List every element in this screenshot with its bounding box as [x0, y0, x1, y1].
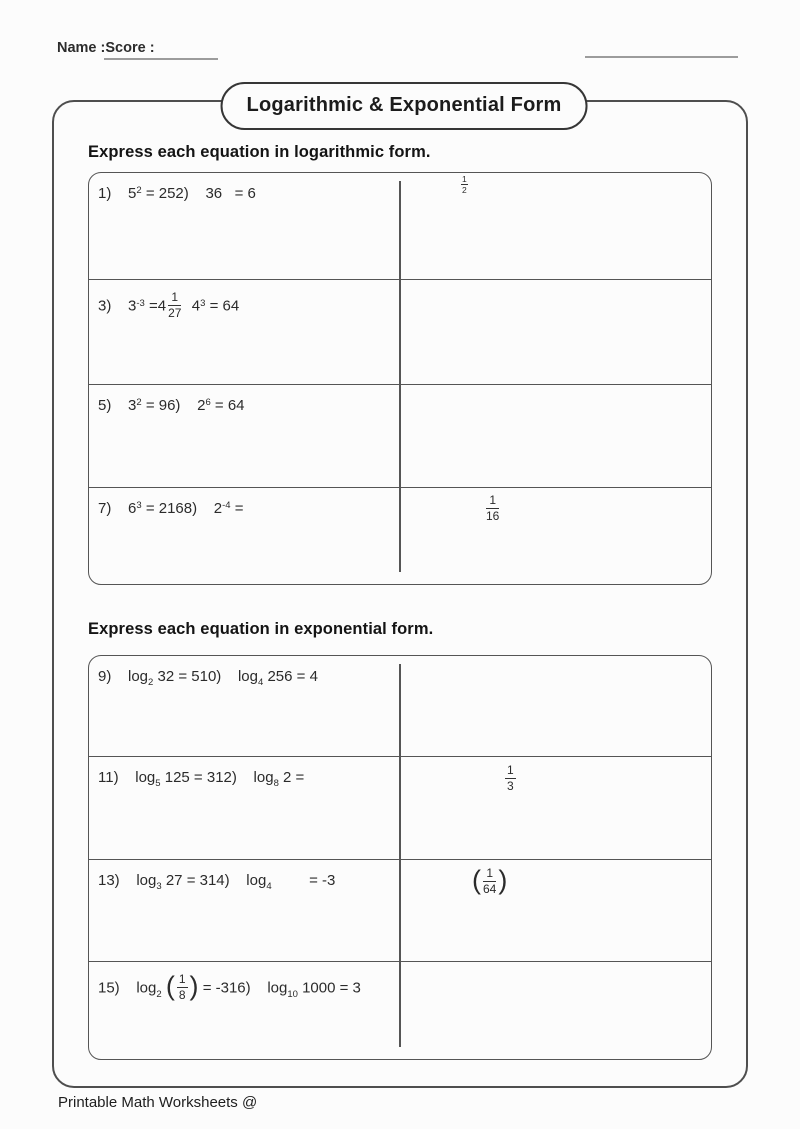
equation-text: 1) 5: [98, 185, 137, 202]
equation-text: 13) log: [98, 872, 157, 889]
fraction: $\frac{1}{27}$: [168, 290, 182, 321]
equation-text: = -316) log: [198, 979, 288, 997]
equation-text: 2 =: [278, 769, 305, 786]
equation-text: 1000 = 3: [297, 979, 361, 997]
equation-text: 4: [183, 297, 201, 315]
table-logarithmic-form: [88, 172, 712, 585]
table-column-divider: [399, 664, 401, 1047]
score-label: Score :: [105, 40, 155, 56]
equation-text: 15) log: [98, 979, 157, 997]
equation-text: 125 = 312) log: [160, 769, 274, 786]
answer-fraction: [484, 495, 501, 524]
problem-expression: [98, 668, 318, 688]
equation-text: =4: [144, 297, 167, 315]
equation-text: =: [230, 500, 244, 517]
footer-credit: Printable Math Worksheets @: [58, 1094, 258, 1111]
subscript: 10: [287, 988, 298, 1000]
subscript: 5: [155, 778, 161, 789]
fraction: $\frac{1}{2}$: [462, 174, 467, 196]
fraction: $\frac{1}{3}$: [507, 763, 514, 794]
equation-text: 9) log: [98, 668, 149, 685]
equation-text: 32 = 510) log: [153, 668, 258, 685]
equation-text: 11) log: [98, 769, 156, 786]
table-exponential-form: [88, 655, 712, 1060]
superscript: -4: [222, 500, 231, 511]
subscript: 2: [148, 677, 154, 688]
equation-text: = 252) 36 = 6: [141, 185, 256, 202]
problem-expression: [98, 397, 245, 414]
name-blank-line: [104, 58, 218, 60]
problem-expression: [98, 292, 239, 321]
equation-text: = -3: [271, 872, 336, 889]
big-parenthesis: ): [498, 865, 508, 896]
problem-expression: [98, 185, 256, 202]
section-heading-exponential: Express each equation in exponential form.: [88, 620, 434, 638]
subscript: 8: [273, 778, 279, 789]
problem-expression: [98, 872, 336, 892]
name-score-row: [57, 40, 155, 56]
equation-text: 7) 6: [98, 500, 137, 517]
equation-text: = 2168) 2: [141, 500, 223, 517]
worksheet-title: Logarithmic & Exponential Form: [221, 82, 588, 130]
superscript: 2: [136, 185, 142, 196]
subscript: 2: [156, 988, 162, 1000]
equation-text: = 64: [210, 397, 245, 414]
equation-text: 5) 3: [98, 397, 137, 414]
score-blank-line: [585, 56, 738, 58]
superscript: 2: [136, 397, 142, 408]
big-parenthesis: (: [472, 865, 481, 896]
section-heading-logarithmic: Express each equation in logarithmic form.: [88, 143, 431, 161]
superscript: -3: [136, 297, 145, 309]
equation-text: 3) 3: [98, 297, 137, 315]
superscript: 3: [136, 500, 142, 511]
problem-expression: [98, 769, 305, 789]
equation-text: = 64: [205, 297, 240, 315]
name-label: Name :: [57, 40, 106, 56]
subscript: 4: [266, 881, 272, 892]
problem-expression: [98, 500, 244, 517]
superscript: 6: [205, 397, 211, 408]
superscript: 3: [200, 297, 206, 309]
answer-fraction: [503, 765, 518, 794]
problem-expression: [98, 971, 361, 1003]
table-column-divider: [399, 181, 401, 572]
fraction: $\frac{1}{64}$: [483, 866, 497, 897]
big-parenthesis: ): [189, 971, 199, 1002]
subscript: 3: [156, 881, 162, 892]
equation-text: 27 = 314) log: [161, 872, 267, 889]
equation-text: 256 = 4: [263, 668, 318, 685]
subscript: 4: [257, 677, 264, 688]
answer-fraction: [459, 174, 470, 198]
fraction: $\frac{1}{16}$: [486, 493, 500, 524]
big-parenthesis: (: [165, 971, 175, 1002]
equation-text: = 96) 2: [141, 397, 206, 414]
answer-fraction: [472, 865, 508, 897]
fraction: $\frac{1}{8}$: [178, 972, 186, 1003]
